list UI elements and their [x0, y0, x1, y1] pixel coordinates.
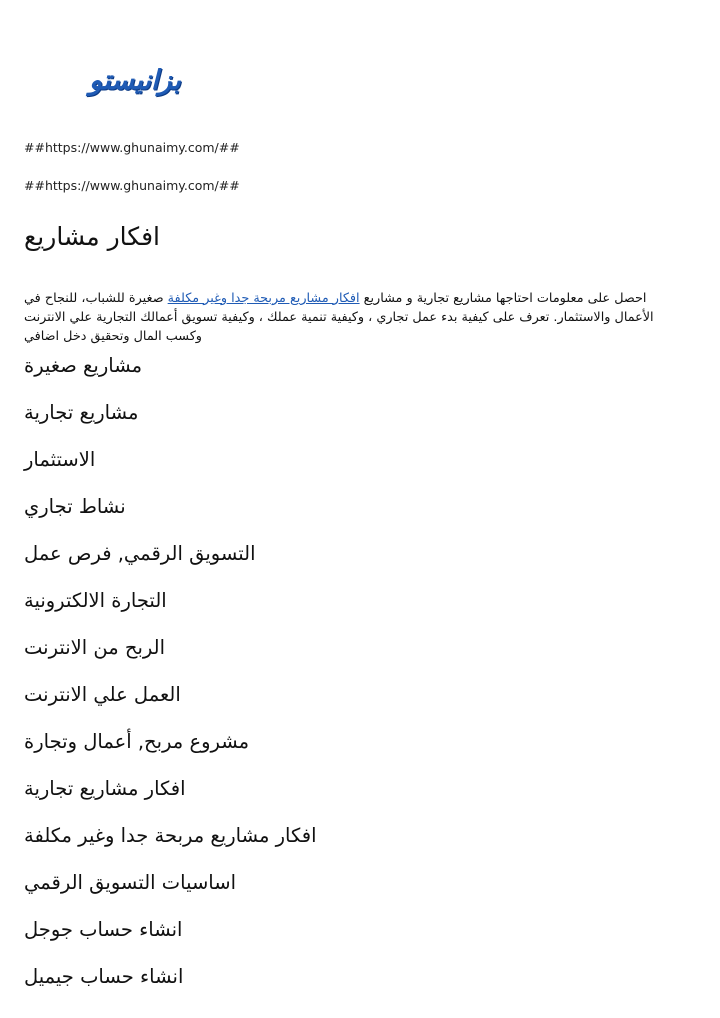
topic-heading: مشروع مربح, أعمال وتجارة — [24, 730, 250, 753]
url-text-2: ##https://www.ghunaimy.com/## — [24, 178, 240, 193]
site-logo: بزانيستو — [89, 64, 181, 96]
topic-heading: افكار مشاريع مربحة جدا وغير مكلفة — [24, 824, 317, 847]
topic-heading: الربح من الانترنت — [24, 636, 166, 659]
topic-heading: مشاريع صغيرة — [24, 354, 143, 377]
topic-heading: التسويق الرقمي, فرص عمل — [24, 542, 256, 565]
topic-heading: انشاء حساب جوجل — [24, 918, 183, 941]
intro-text-before: احصل على معلومات احتاجها مشاريع تجارية و مشاريع — [359, 290, 647, 306]
topic-heading: اساسيات التسويق الرقمي — [24, 871, 236, 894]
intro-paragraph — [24, 289, 688, 346]
topic-heading: مشاريع تجارية — [24, 401, 139, 424]
topic-headings — [24, 352, 696, 1010]
topic-heading: انشاء حساب جيميل — [24, 965, 184, 988]
intro-link[interactable]: افكار مشاريع مربحة جدا وغير مكلفة — [167, 290, 360, 306]
topic-heading: افكار مشاريع تجارية — [24, 777, 186, 800]
intro-text-after: صغيرة للشباب، للنجاح في الأعمال والاستثمار. تعرف على كيفية بدء عمل تجاري ، وكيفية تنمية عملك ، وكيفية تسويق أعمالك التجارية علي الانترنت وكسب المال وتحقيق دخل اضافي — [24, 290, 654, 344]
topic-heading: العمل علي الانترنت — [24, 683, 181, 706]
page-title: افكار مشاريع — [24, 222, 160, 251]
topic-heading: نشاط تجاري — [24, 495, 126, 518]
topic-heading: التجارة الالكترونية — [24, 589, 167, 612]
url-text-1: ##https://www.ghunaimy.com/## — [24, 140, 240, 155]
topic-heading: الاستثمار — [24, 448, 96, 471]
